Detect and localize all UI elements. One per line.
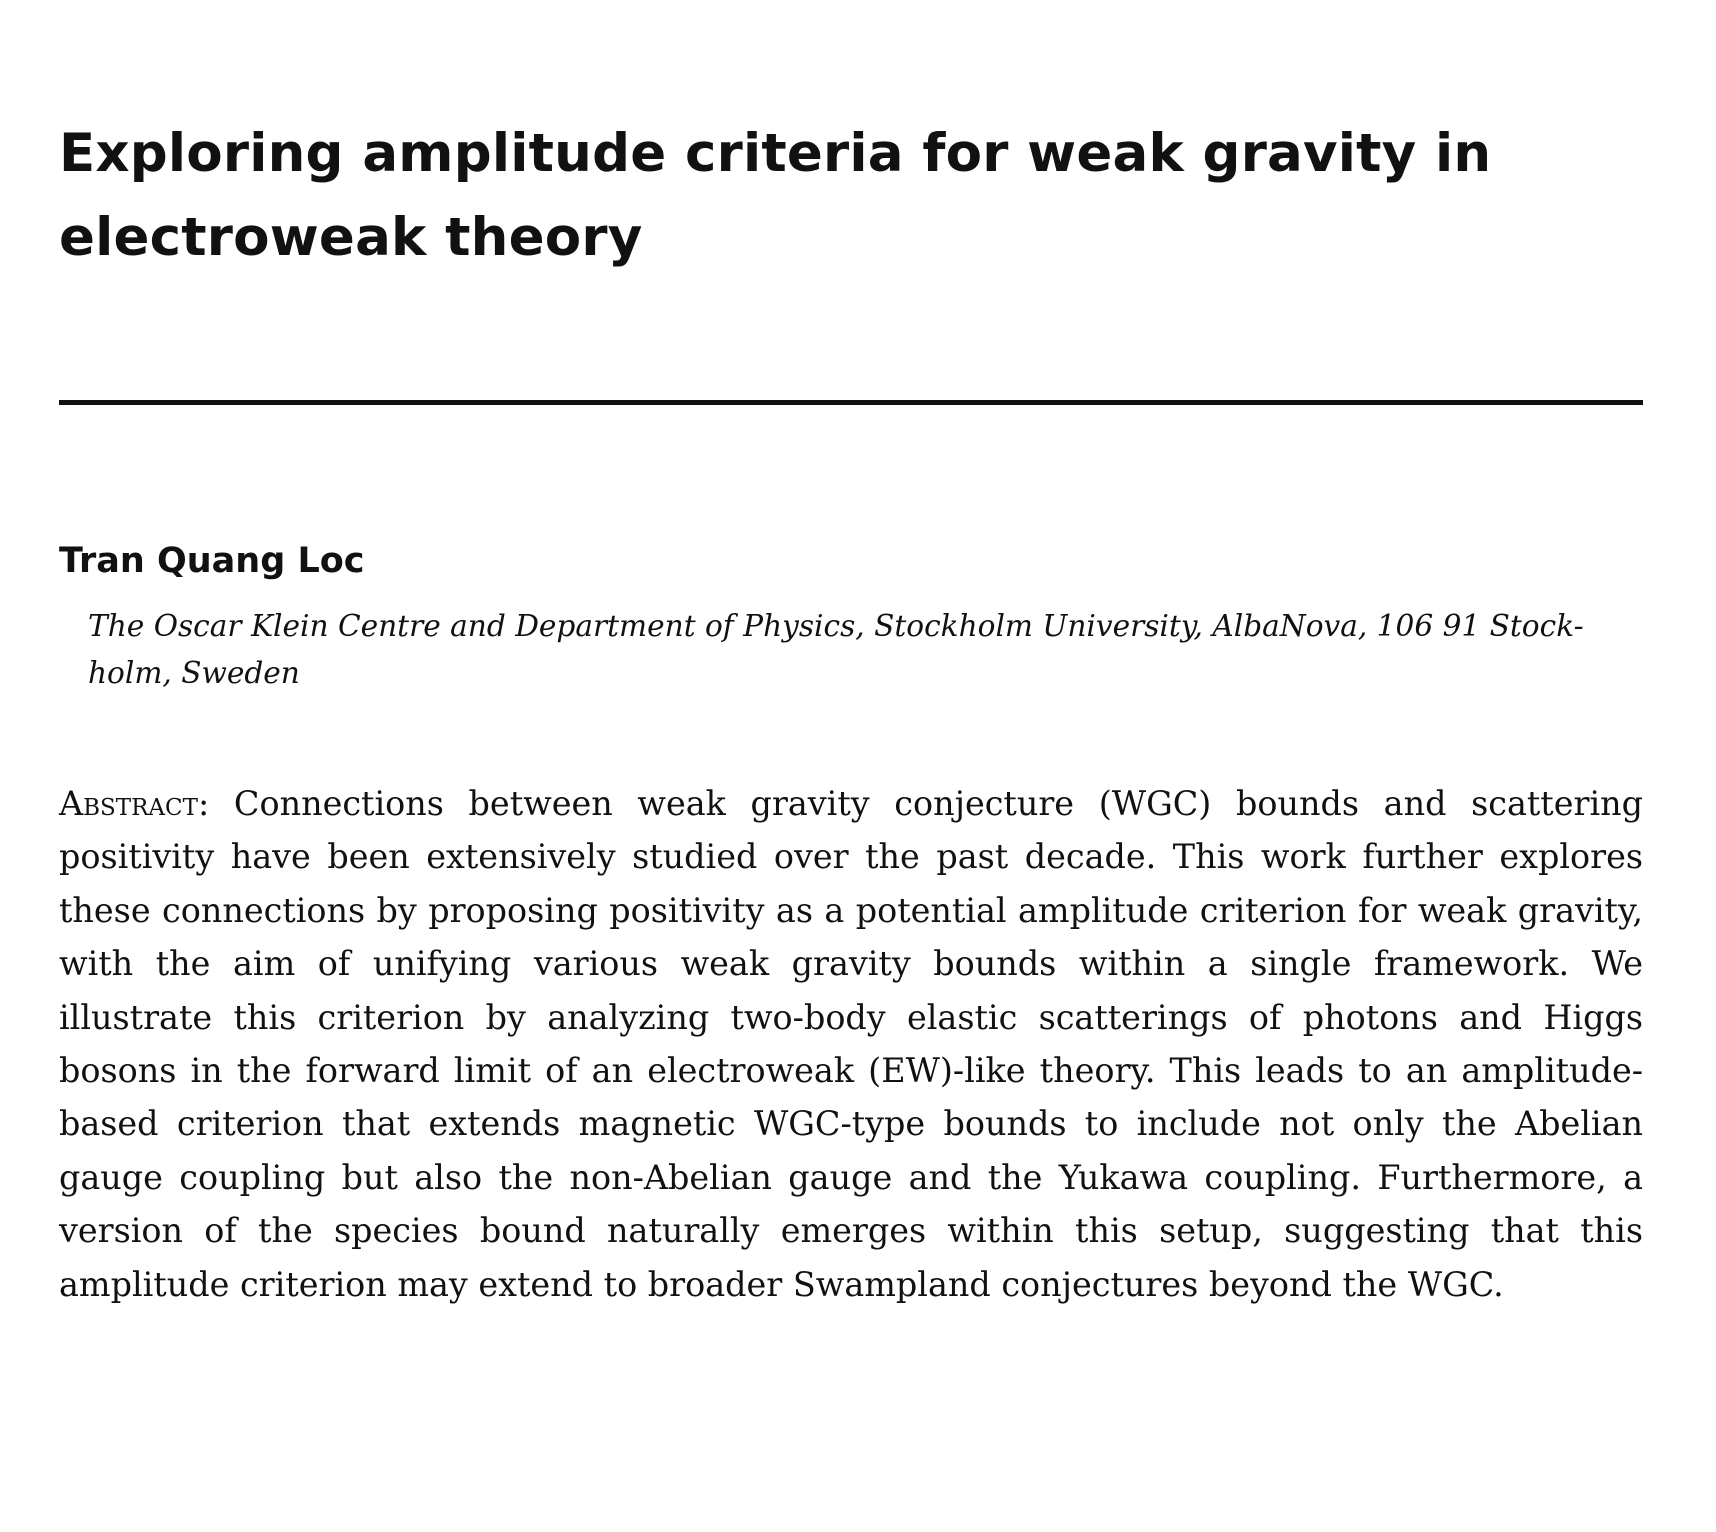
author-affiliation: The Oscar Klein Centre and Department of Physics, Stockholm University, AlbaNova, 106 91 Stock-holm, Sweden <box>88 609 1584 690</box>
author-name: Tran Quang Loc <box>59 541 365 581</box>
abstract-label: Abstract: <box>59 784 210 823</box>
abstract-text: Connections between weak gravity conjecture (WGC) bounds and scattering positivity have been extensively studied over the past decade. This work further explores these connections by proposing positivity as a potential amplitude criterion for weak gravity, with the aim of unifying various weak gravity bounds within a single framework. We illustrate this criterion by analyzing two-body elastic scatterings of photons and Higgs bosons in the forward limit of an electroweak (EW)-like theory. This leads to an amplitude-based criterion that extends magnetic WGC-type bounds to include not only the Abelian gauge coupling but also the non-Abelian gauge and the Yukawa coupling. Furthermore, a version of the species bound naturally emerges within this setup, suggesting that this amplitude criterion may extend to broader Swampland conjectures beyond the WGC. <box>59 784 1644 1304</box>
paper-title: Exploring amplitude criteria for weak gravity in electroweak theory <box>59 123 1492 268</box>
abstract-block <box>59 777 1643 1311</box>
title-rule-divider <box>59 400 1643 405</box>
